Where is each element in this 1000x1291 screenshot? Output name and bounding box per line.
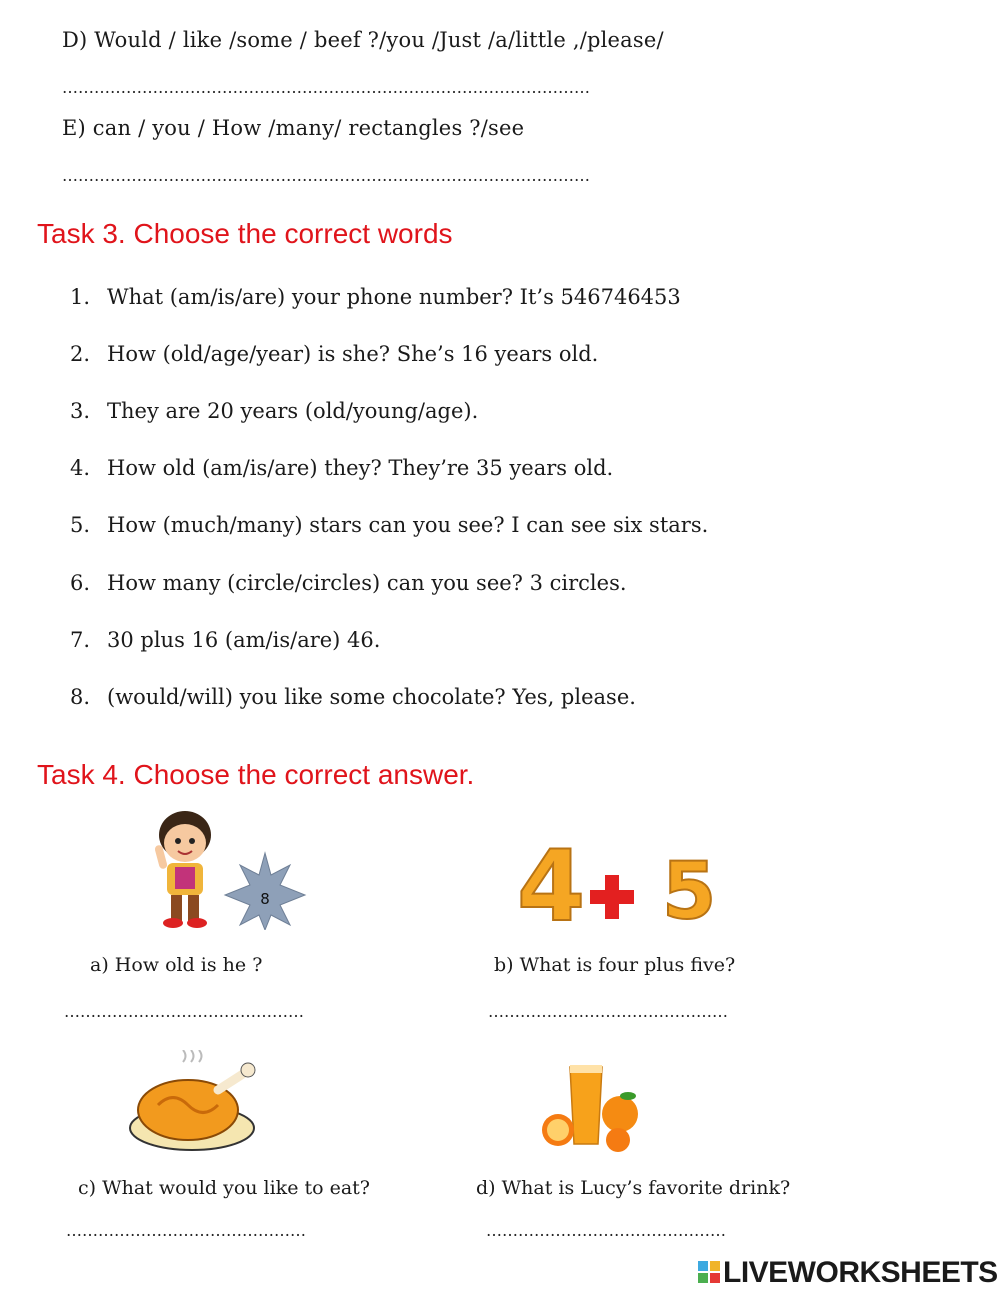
task3-item-number: 4. — [70, 456, 91, 481]
task3-item-text[interactable]: How (much/many) stars can you see? I can see six stars. — [107, 513, 709, 538]
answer-line-d[interactable]: ……………………………………… — [486, 1221, 726, 1240]
four-plus-five-illustration — [512, 830, 722, 930]
task3-item-text[interactable]: (would/will) you like some chocolate? Yes, please. — [107, 684, 636, 709]
task3-heading: Task 3. Choose the correct words — [37, 218, 453, 249]
task3-item-number: 7. — [70, 627, 91, 652]
task3-item-number: 6. — [70, 570, 91, 595]
boy-icon — [154, 811, 211, 928]
question-c: c) What would you like to eat? — [78, 1177, 370, 1199]
answer-line-a[interactable]: ……………………………………… — [64, 1002, 304, 1021]
task3-item-text[interactable]: How (old/age/year) is she? She’s 16 years old. — [107, 342, 599, 367]
task3-item-text[interactable]: How many (circle/circles) can you see? 3 circles. — [107, 570, 627, 595]
task3-item-text[interactable]: They are 20 years (old/young/age). — [107, 399, 479, 424]
question-a: a) How old is he ? — [90, 954, 263, 976]
task2-answer-line-e[interactable]: ……………………………………………………………………………………… — [62, 166, 590, 185]
star-number: 8 — [260, 890, 270, 908]
task3-item-text[interactable]: How old (am/is/are) they? They’re 35 years old. — [107, 456, 614, 481]
liveworksheets-logo-icon — [697, 1260, 721, 1284]
task3-item-number: 5. — [70, 513, 91, 538]
task3-item-text[interactable]: 30 plus 16 (am/is/are) 46. — [107, 627, 381, 652]
task3-item-text[interactable]: What (am/is/are) your phone number? It’s 546746453 — [107, 285, 681, 309]
boy-with-star-illustration — [135, 805, 310, 930]
math-right-number: 5 — [662, 847, 717, 930]
task2-answer-line-d[interactable]: ……………………………………………………………………………………… — [62, 78, 590, 97]
task3-item-number: 8. — [70, 684, 91, 709]
liveworksheets-logo — [697, 1256, 998, 1289]
math-left-number: 4 — [517, 830, 586, 930]
liveworksheets-logo-text: LIVEWORKSHEETS — [723, 1256, 998, 1289]
task2-item-e: E) can / you / How /many/ rectangles ?/see — [62, 116, 525, 140]
answer-line-b[interactable]: ……………………………………… — [488, 1002, 728, 1021]
task3-item-number: 1. — [70, 285, 91, 309]
task3-item-number: 2. — [70, 342, 91, 367]
task3-item-number: 3. — [70, 399, 91, 424]
question-d: d) What is Lucy’s favorite drink? — [476, 1177, 791, 1199]
task2-item-d: D) Would / like /some / beef ?/you /Just /a/little ,/please/ — [62, 28, 664, 52]
answer-line-c[interactable]: ……………………………………… — [66, 1221, 306, 1240]
plus-sign-icon — [590, 875, 634, 919]
task4-heading: Task 4. Choose the correct answer. — [37, 759, 475, 790]
roast-chicken-icon — [128, 1050, 263, 1155]
question-b: b) What is four plus five? — [494, 954, 736, 976]
orange-juice-icon — [540, 1062, 640, 1152]
